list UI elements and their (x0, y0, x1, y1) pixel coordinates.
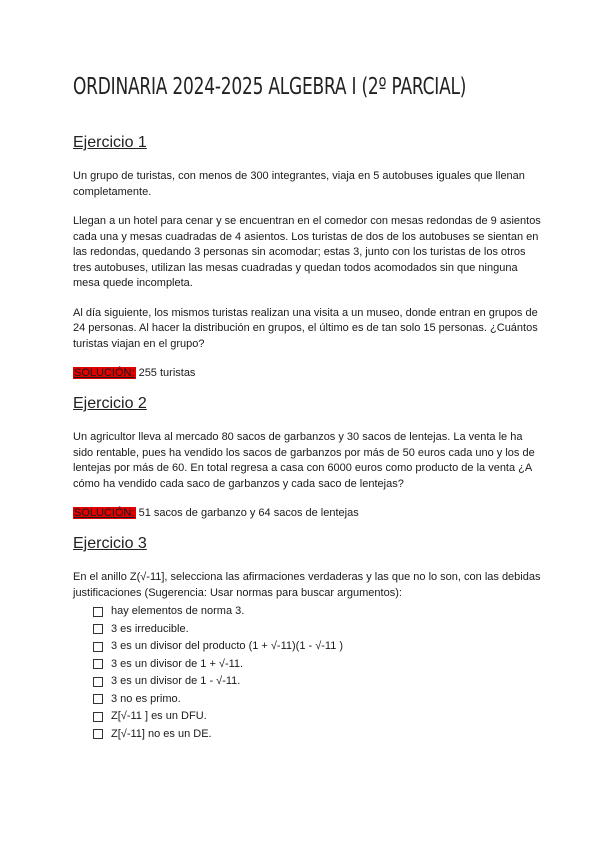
checklist-item[interactable] (93, 638, 543, 656)
checkbox[interactable] (93, 729, 103, 739)
exercise-1-paragraph-2: Llegan a un hotel para cenar y se encuentran en el comedor con mesas redondas de 9 asientos cada una y mesas cuadradas de 4 asientos. Los turistas de dos de los autobuses se sientan en las redondas, quedando 3 personas sin acomodar; estas 3, junto con los turistas de los otros tres autobuses, utilizan las mesas cuadradas y quedan todos acomodados sin que ninguna mesa quede incompleta. (73, 215, 541, 289)
checkbox[interactable] (93, 677, 103, 687)
checkbox[interactable] (93, 624, 103, 634)
checkbox[interactable] (93, 694, 103, 704)
checklist-item-label: 3 es un divisor de 1 - √-11. (111, 675, 241, 687)
checklist-item-label: 3 no es primo. (111, 692, 181, 705)
exercise-1-paragraph-1: Un grupo de turistas, con menos de 300 integrantes, viaja en 5 autobuses iguales que llenan completamente. (73, 170, 525, 198)
checklist-item[interactable] (93, 726, 543, 744)
checklist-item-label: 3 es un divisor del producto (1 + √-11)(1 - √-11 ) (111, 640, 344, 652)
checkbox[interactable] (93, 607, 103, 617)
exercise-3 (73, 535, 543, 743)
checklist-item[interactable] (93, 656, 543, 674)
checklist-item[interactable] (93, 621, 543, 639)
checkbox[interactable] (93, 712, 103, 722)
checklist-item[interactable] (93, 673, 543, 691)
exercise-1 (73, 134, 543, 381)
solution-text: 51 sacos de garbanzo y 64 sacos de lentejas (135, 507, 359, 519)
checklist-item[interactable] (93, 603, 543, 621)
checklist-item-label: Z[√-11 ] es un DFU. (111, 710, 207, 722)
checkbox[interactable] (93, 642, 103, 652)
exercise-2-paragraph-1: Un agricultor lleva al mercado 80 sacos de garbanzos y 30 sacos de lentejas. La venta le ha sido rentable, pues ha vendido los sacos de garbanzos por más de 50 euros cada uno y los de lentejas por más de 60. En total regresa a casa con 6000 euros como producto de la venta ¿A cómo ha vendido cada saco de garbanzos y cada saco de lentejas? (73, 431, 535, 490)
exercise-2 (73, 395, 543, 521)
checklist-item[interactable] (93, 691, 543, 709)
exercise-1-paragraph-3: Al día siguiente, los mismos turistas realizan una visita a un museo, donde entran en grupos de 24 personas. Al hacer la distribución en grupos, el último es de tan solo 15 personas. ¿Cuántos turistas viajan en el grupo? (73, 306, 538, 350)
exercise-1-heading: Ejercicio 1 (73, 134, 147, 151)
exercise-3-intro: En el anillo Z(√-11], selecciona las afirmaciones verdaderas y las que no lo son, con las debidas justificaciones (Sugerencia: Usar normas para buscar argumentos): (73, 571, 541, 599)
solution-label: SOLUCIÓN: (74, 367, 135, 379)
solution-label: SOLUCIÓN: (74, 507, 135, 519)
exercise-2-solution (73, 506, 543, 521)
checklist-item[interactable] (93, 708, 543, 726)
solution-text: 255 turistas (135, 367, 196, 379)
checklist-item-label: Z[√-11] no es un DE. (111, 727, 212, 740)
statement-checklist (73, 603, 543, 743)
document-title: ORDINARIA 2024-2025 ALGEBRA I (2º PARCIAL) (73, 74, 467, 100)
checklist-item-label: 3 es irreducible. (111, 622, 189, 635)
document-page (73, 74, 543, 743)
exercise-1-solution (73, 366, 543, 381)
exercise-2-heading: Ejercicio 2 (73, 395, 147, 412)
checklist-item-label: 3 es un divisor de 1 + √-11. (111, 657, 244, 670)
exercise-3-heading: Ejercicio 3 (73, 535, 147, 552)
checklist-item-label: hay elementos de norma 3. (111, 605, 245, 617)
checkbox[interactable] (93, 659, 103, 669)
